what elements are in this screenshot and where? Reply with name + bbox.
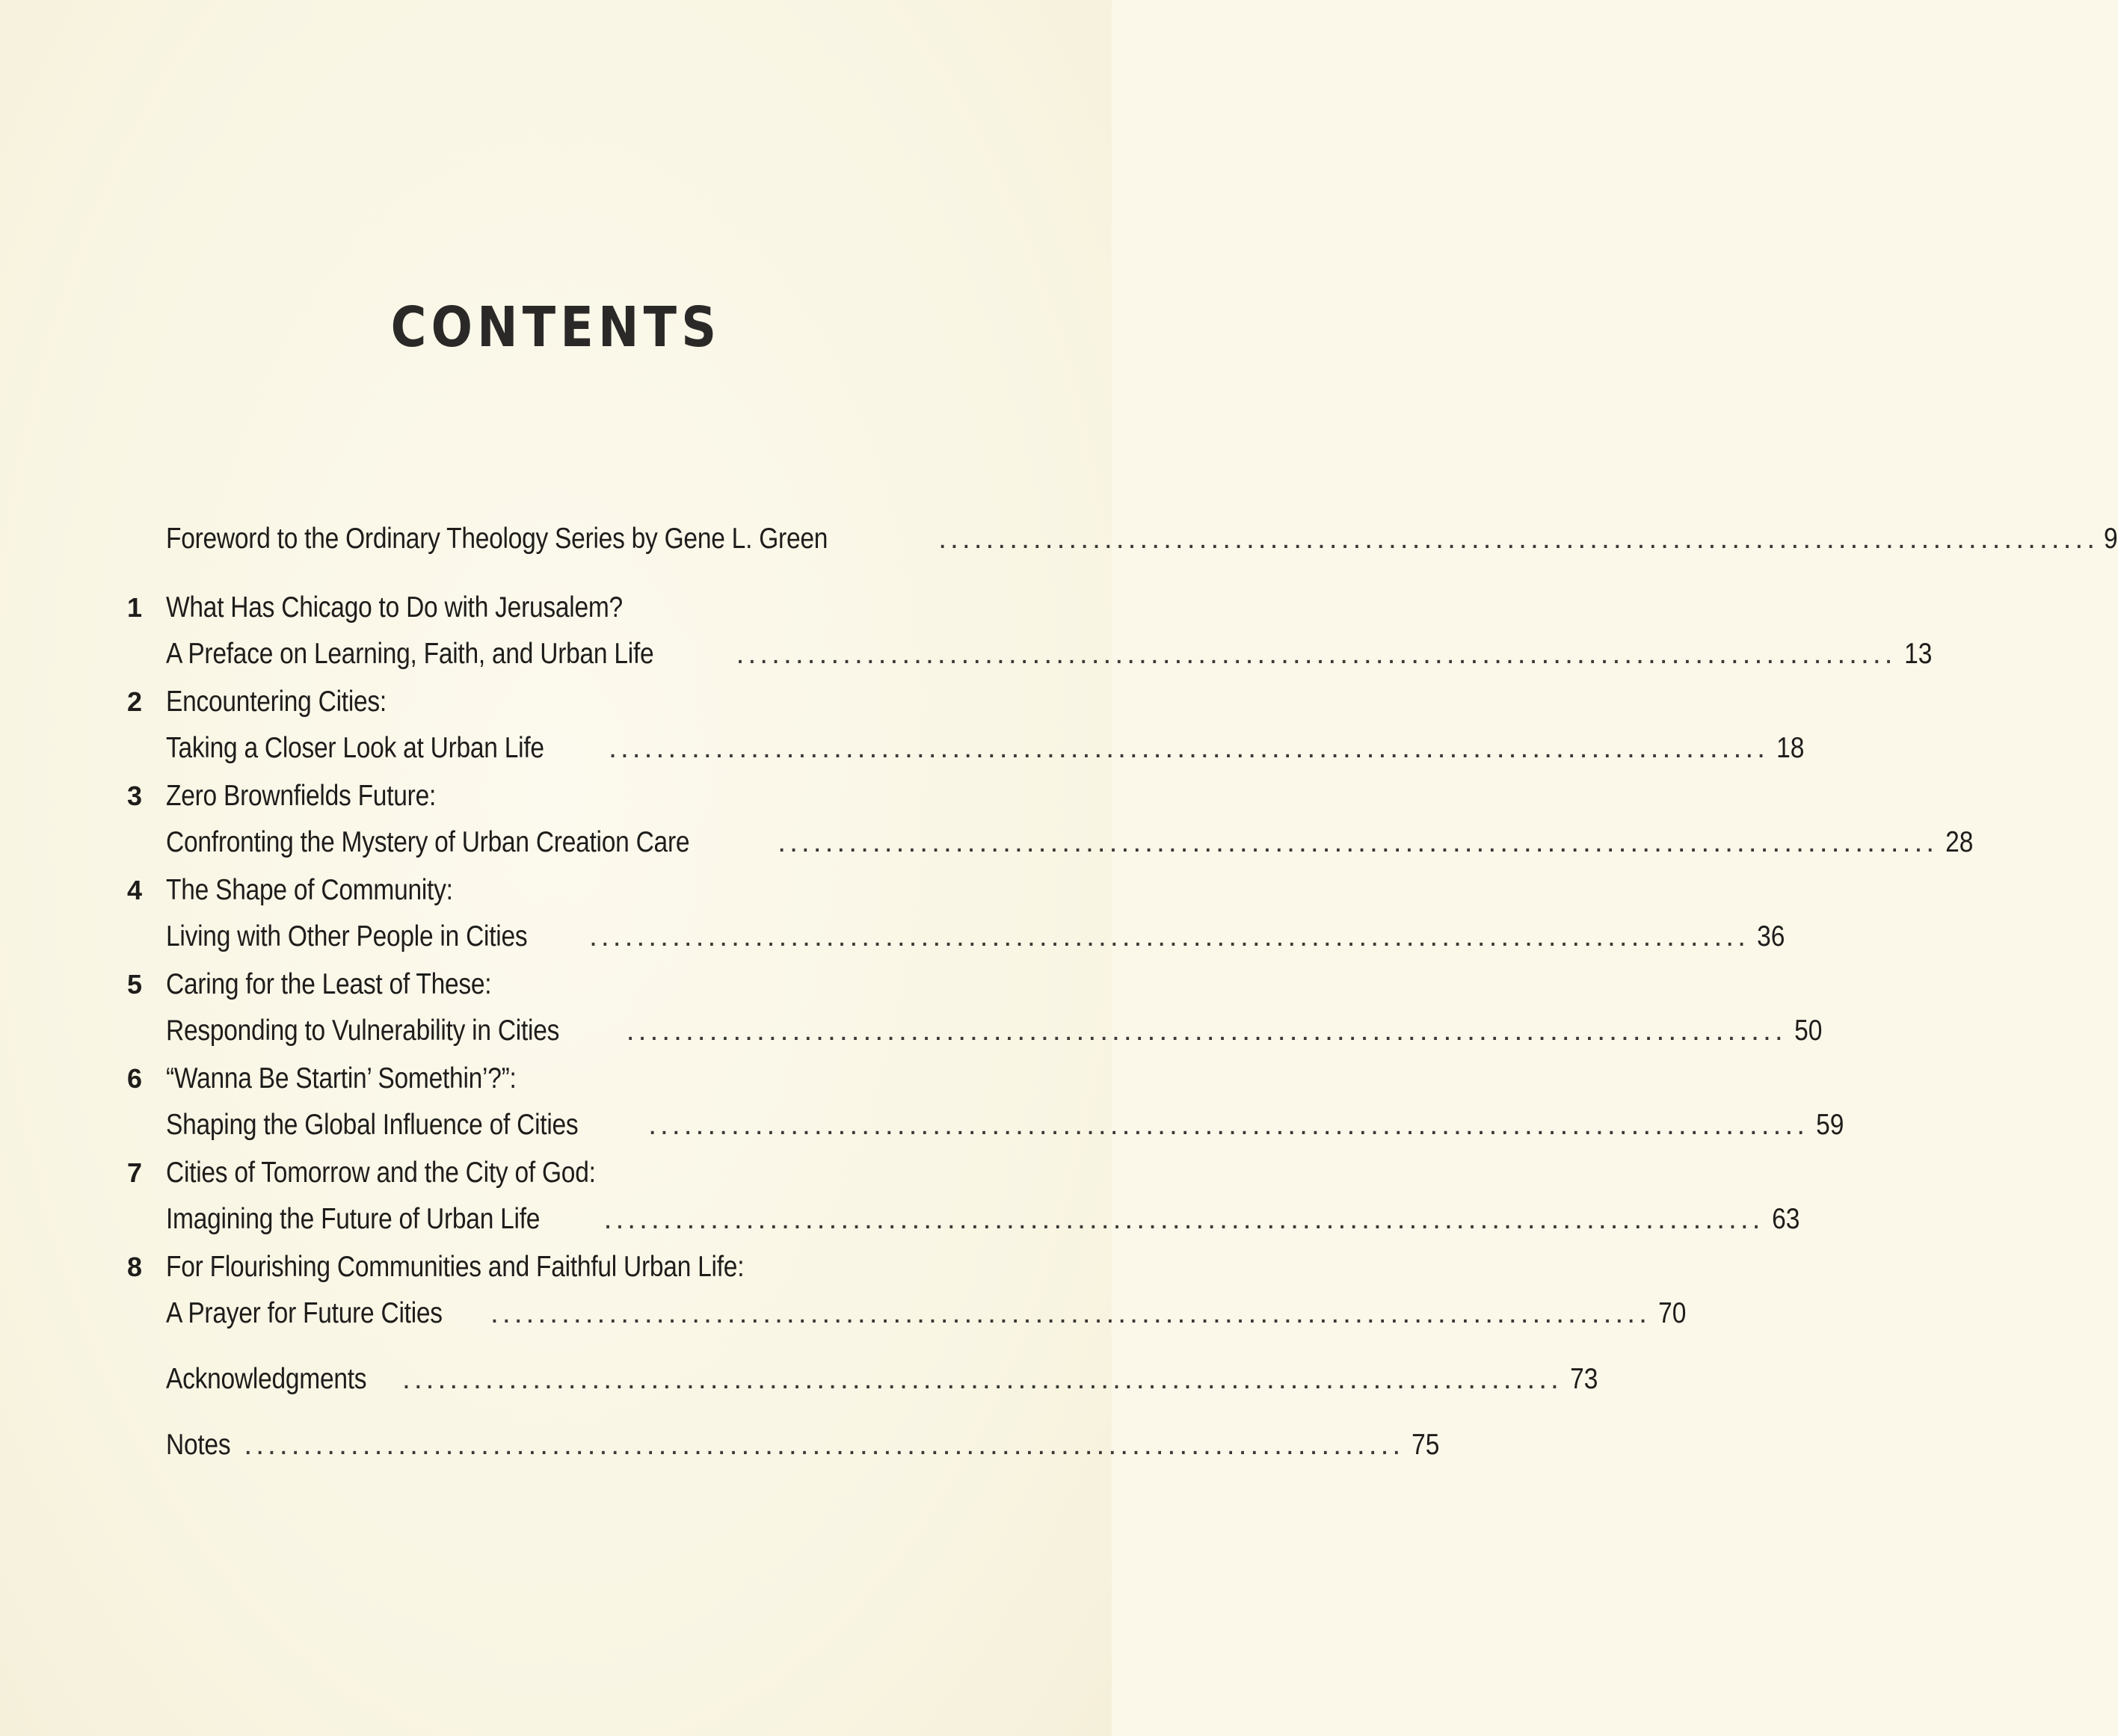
chapter-title: “Wanna Be Startin’ Somethin’?”: [166,1062,517,1095]
toc-page-number: 18 [1776,732,1805,764]
toc-page-number: 59 [1816,1109,1844,1141]
leader-dots: .................................................................................................. [736,638,1897,670]
toc-entry-chapter-3 [127,773,1974,866]
leader-dots: .................................................................................................. [589,920,1749,952]
leader-dots: .................................................................................................. [490,1297,1651,1329]
chapter-number: 3 [127,781,143,811]
chapter-number: 2 [127,686,143,717]
chapter-title: The Shape of Community: [166,874,453,906]
chapter-number: 6 [127,1063,143,1094]
leader-dots: .................................................................................................. [778,826,1939,858]
toc-entry-chapter-2 [127,679,1805,772]
toc-page-number: 63 [1771,1203,1800,1235]
chapter-subtitle: Taking a Closer Look at Urban Life [166,732,544,764]
toc-page-number: 13 [1903,638,1932,670]
toc-page-number: 75 [1412,1429,1440,1461]
toc-entry-chapter-6 [127,1056,1844,1148]
toc-entry-chapter-1 [127,585,1932,677]
chapter-number: 7 [127,1157,143,1188]
leader-dots: .................................................................................................. [609,732,1770,764]
chapter-title: Caring for the Least of These: [166,968,492,1000]
page-title: CONTENTS [390,295,721,360]
toc-entry-chapter-4 [127,867,1785,960]
chapter-title: Encountering Cities: [166,686,387,718]
chapter-subtitle: Living with Other People in Cities [166,920,528,952]
chapter-title: Cities of Tomorrow and the City of God: [166,1157,596,1189]
leader-dots: .................................................................................................. [244,1429,1405,1461]
toc-entry-acknowledgments [127,1356,1598,1403]
leader-dots: .................................................................................................. [626,1015,1787,1047]
leader-dots: .................................................................................................. [938,523,2099,555]
toc-entry-chapter-8 [127,1244,1687,1337]
chapter-subtitle: Imagining the Future of Urban Life [166,1203,541,1235]
chapter-number: 1 [127,592,143,623]
chapter-title: Zero Brownfields Future: [166,780,437,812]
toc-page-number: 50 [1794,1015,1823,1047]
leader-dots: .................................................................................................. [648,1109,1809,1141]
chapter-number: 8 [127,1252,143,1282]
toc-page-number: 36 [1757,920,1785,952]
chapter-title: For Flourishing Communities and Faithful Urban Life: [166,1251,745,1283]
toc-page-number: 70 [1657,1297,1687,1329]
chapter-subtitle: Responding to Vulnerability in Cities [166,1015,560,1047]
toc-entry-notes [127,1422,1440,1468]
toc-page-number: 28 [1945,826,1974,858]
chapter-subtitle: A Preface on Learning, Faith, and Urban Life [166,638,654,670]
toc-page-number: 73 [1569,1363,1598,1395]
toc-entry-chapter-5 [127,961,1823,1054]
toc-page-number: 9 [2104,523,2118,555]
leader-dots: .................................................................................................. [603,1203,1764,1235]
toc-entry-foreword [127,516,2118,562]
chapter-number: 5 [127,969,143,1000]
chapter-subtitle: Confronting the Mystery of Urban Creation Care [166,826,690,858]
toc-entry-chapter-7 [127,1150,1800,1243]
toc-entry-title: Foreword to the Ordinary Theology Series by Gene L. Green [166,523,828,555]
chapter-subtitle: Shaping the Global Influence of Cities [166,1109,579,1141]
chapter-number: 4 [127,875,143,905]
leader-dots: .................................................................................................. [402,1363,1563,1395]
toc-entry-title: Acknowledgments [166,1363,367,1395]
table-of-contents [127,516,2118,1468]
chapter-subtitle: A Prayer for Future Cities [166,1297,443,1329]
toc-entry-title: Notes [166,1429,231,1461]
chapter-title: What Has Chicago to Do with Jerusalem? [166,591,623,624]
